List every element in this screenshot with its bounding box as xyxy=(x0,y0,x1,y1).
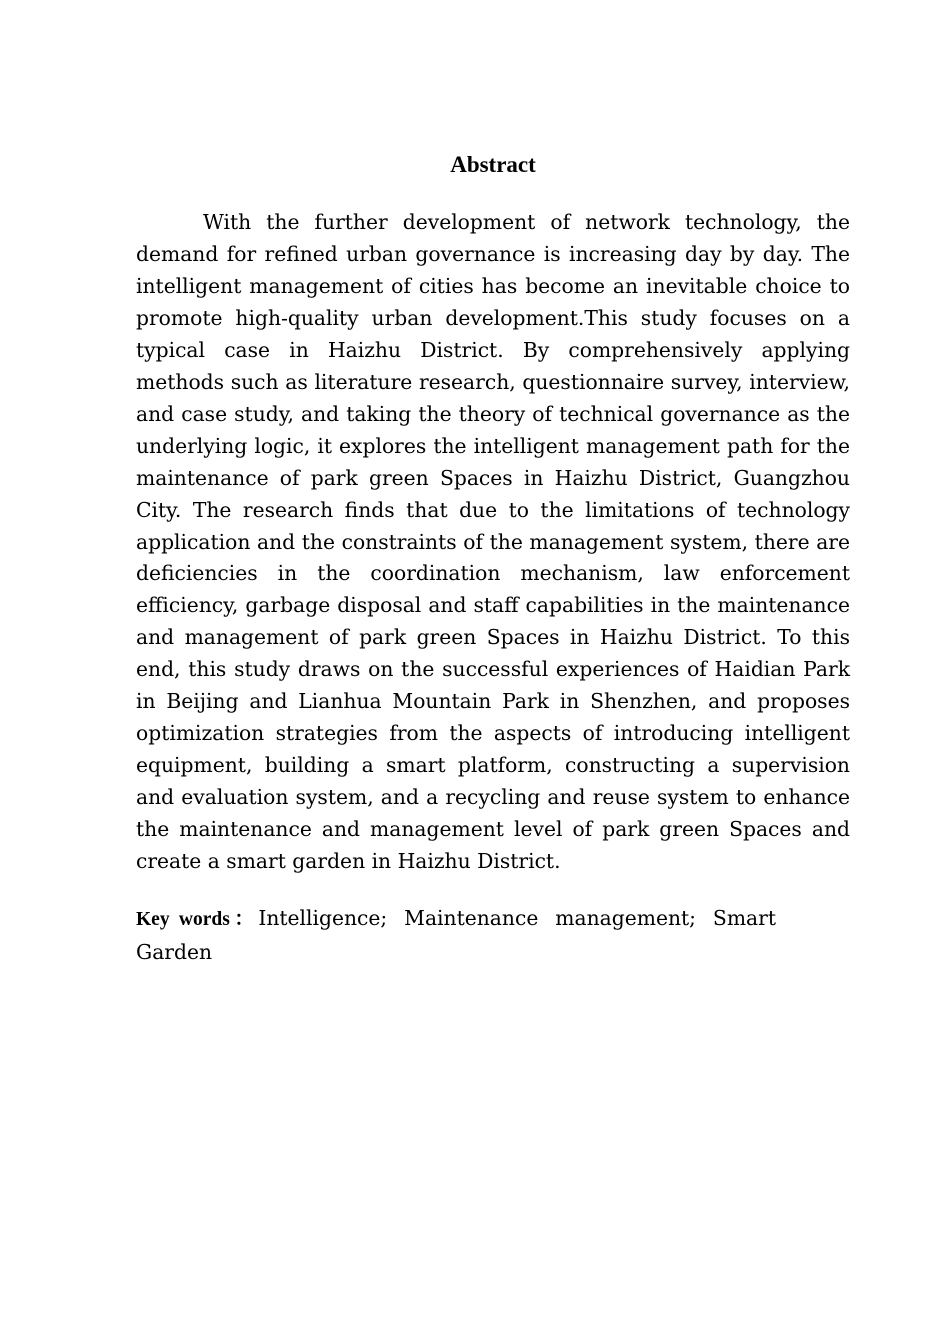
abstract-body: With the further development of network technology, the demand for refined urban governance is increasing day by day. The intelligent management of cities has become an inevitable choice to promote high-quality urban development.This study focuses on a typical case in Haizhu District. By comprehensively applying methods such as literature research, questionnaire survey, interview, and case study, and taking the theory of technical governance as the underlying logic, it explores the intelligent management path for the maintenance of park green Spaces in Haizhu District, Guangzhou City. The research finds that due to the limitations of technology application and the constraints of the management system, there are deficiencies in the coordination mechanism, law enforcement efficiency, garbage disposal and staff capabilities in the maintenance and management of park green Spaces in Haizhu District. To this end, this study draws on the successful experiences of Haidian Park in Beijing and Lianhua Mountain Park in Shenzhen, and proposes optimization strategies from the aspects of introducing intelligent equipment, building a smart platform, constructing a supervision and evaluation system, and a recycling and reuse system to enhance the maintenance and management level of park green Spaces and create a smart garden in Haizhu District. xyxy=(136,210,850,874)
abstract-page xyxy=(136,148,850,968)
keywords-line xyxy=(136,902,776,968)
keywords-label: Key words： xyxy=(136,909,259,931)
keywords-value: Intelligence; Maintenance management; Smart Garden xyxy=(136,906,776,965)
abstract-title: Abstract xyxy=(450,152,536,177)
